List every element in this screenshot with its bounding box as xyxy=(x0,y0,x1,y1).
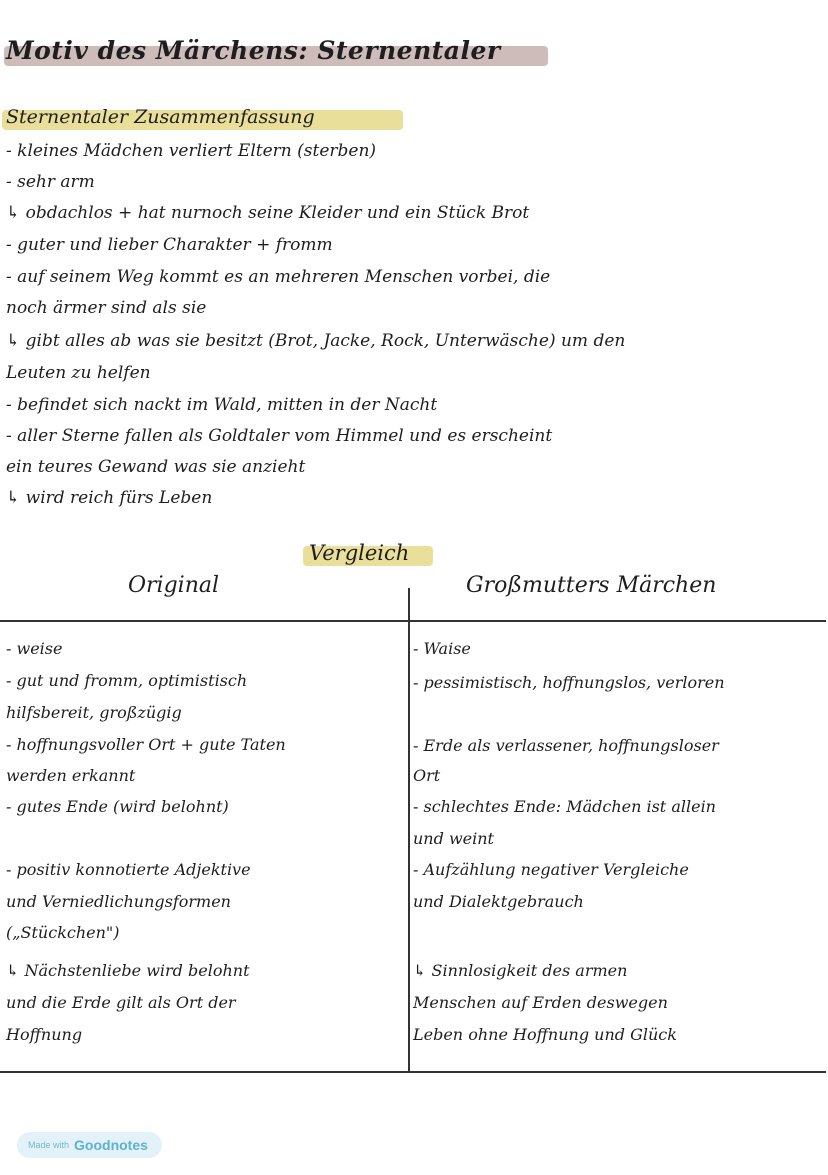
original-line: ↳ Nächstenliebe wird belohnt xyxy=(6,961,250,980)
grossmutter-line: ↳ Sinnlosigkeit des armen xyxy=(413,961,628,980)
column-header-original: Original xyxy=(128,573,220,598)
table-bottom-divider xyxy=(0,1071,826,1073)
badge-prefix: Made with xyxy=(28,1140,70,1150)
summary-line: - befindet sich nackt im Wald, mitten in der Nacht xyxy=(6,395,438,415)
original-line: werden erkannt xyxy=(6,766,136,785)
grossmutter-line: und Dialektgebrauch xyxy=(413,892,584,911)
grossmutter-line: - Waise xyxy=(413,639,471,658)
original-line: und Verniedlichungsformen xyxy=(6,892,231,911)
table-column-divider xyxy=(408,588,410,1073)
badge-brand: Goodnotes xyxy=(74,1137,148,1153)
summary-line: - aller Sterne fallen als Goldtaler vom Himmel und es erscheint xyxy=(6,426,553,446)
summary-heading: Sternentaler Zusammenfassung xyxy=(6,106,315,128)
comparison-title: Vergleich xyxy=(309,541,410,565)
summary-line: Leuten zu helfen xyxy=(6,363,151,383)
original-line: - positiv konnotierte Adjektive xyxy=(6,860,251,879)
grossmutter-line: - Aufzählung negativer Vergleiche xyxy=(413,860,689,879)
original-line: - gutes Ende (wird belohnt) xyxy=(6,797,229,816)
grossmutter-line: - pessimistisch, hoffnungslos, verloren xyxy=(413,673,725,692)
original-line: - gut und fromm, optimistisch xyxy=(6,671,248,690)
summary-line: - kleines Mädchen verliert Eltern (sterben) xyxy=(6,141,377,161)
original-line: - hoffnungsvoller Ort + gute Taten xyxy=(6,735,286,754)
grossmutter-line: - Erde als verlassener, hoffnungsloser xyxy=(413,736,719,755)
original-line: Hoffnung xyxy=(6,1025,83,1044)
original-line: und die Erde gilt als Ort der xyxy=(6,993,236,1012)
grossmutter-line: Menschen auf Erden deswegen xyxy=(413,993,668,1012)
column-header-grossmutter: Großmutters Märchen xyxy=(466,573,717,598)
summary-line: ↳ obdachlos + hat nurnoch seine Kleider und ein Stück Brot xyxy=(6,203,530,223)
original-line: („Stückchen") xyxy=(6,923,120,942)
summary-line: ↳ wird reich fürs Leben xyxy=(6,488,213,508)
page-title: Motiv des Märchens: Sternentaler xyxy=(6,36,501,65)
summary-line: ↳ gibt alles ab was sie besitzt (Brot, Jacke, Rock, Unterwäsche) um den xyxy=(6,331,626,351)
original-line: hilfsbereit, großzügig xyxy=(6,703,182,722)
summary-line: - auf seinem Weg kommt es an mehreren Menschen vorbei, die xyxy=(6,267,551,287)
table-header-divider xyxy=(0,620,826,622)
grossmutter-line: Leben ohne Hoffnung und Glück xyxy=(413,1025,677,1044)
summary-line: - sehr arm xyxy=(6,172,95,192)
original-line: - weise xyxy=(6,639,63,658)
grossmutter-line: und weint xyxy=(413,829,494,848)
grossmutter-line: Ort xyxy=(413,766,441,785)
grossmutter-line: - schlechtes Ende: Mädchen ist allein xyxy=(413,797,716,816)
summary-line: noch ärmer sind als sie xyxy=(6,298,207,318)
summary-line: ein teures Gewand was sie anzieht xyxy=(6,457,306,477)
summary-line: - guter und lieber Charakter + fromm xyxy=(6,235,333,255)
made-with-goodnotes-badge xyxy=(17,1132,162,1158)
